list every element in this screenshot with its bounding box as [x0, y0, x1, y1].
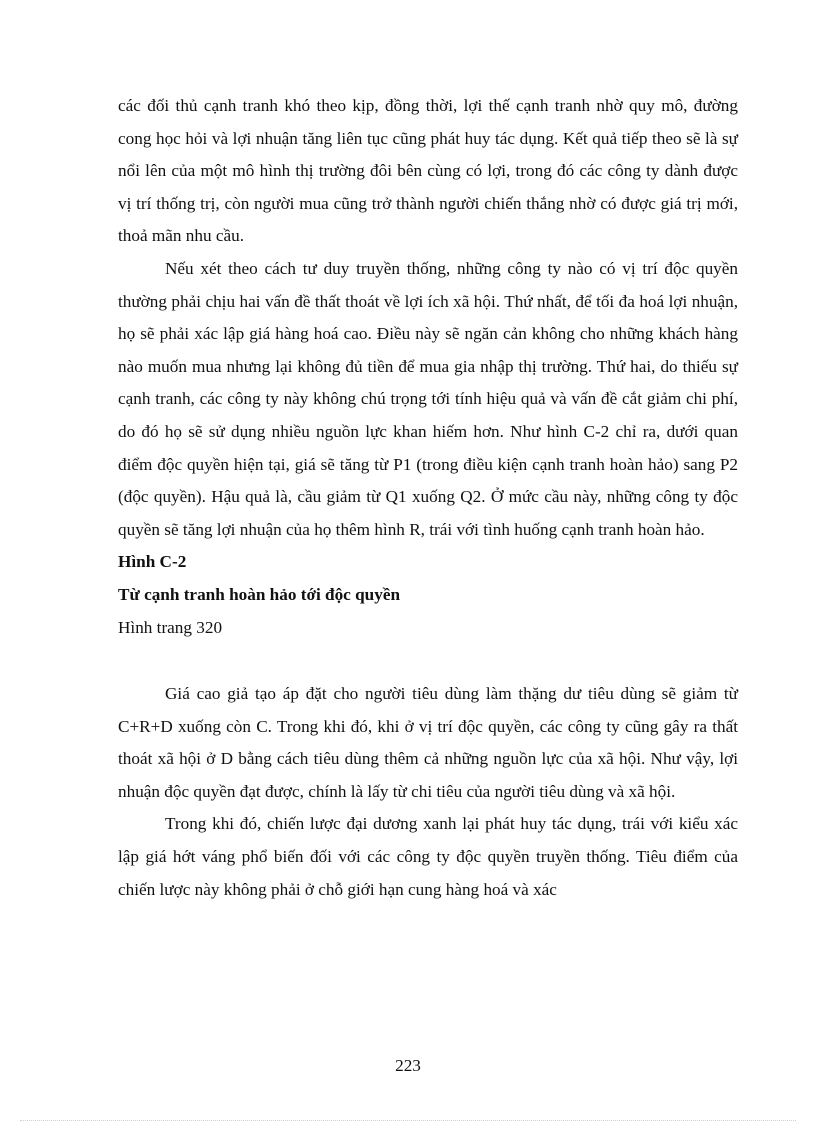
body-text — [118, 90, 738, 906]
figure-label: Hình C-2 — [118, 552, 187, 572]
paragraph-3: Giá cao giả tạo áp đặt cho người tiêu dùng làm thặng dư tiêu dùng sẽ giảm từ C+R+D xuống còn C. Trong khi đó, khi ở vị trí độc quyền, các công ty cũng gây ra thất thoát xã hội ở D bằng cách tiêu dùng thêm cả những nguồn lực của xã hội. Như vậy, lợi nhuận độc quyền đạt được, chính là lấy từ chi tiêu của người tiêu dùng và xã hội. — [118, 684, 738, 801]
figure-placeholder-gap — [118, 644, 738, 678]
footer-divider — [20, 1120, 796, 1121]
figure-title: Từ cạnh tranh hoàn hảo tới độc quyền — [118, 584, 401, 604]
page-number: 223 — [395, 1056, 421, 1075]
paragraph-4: Trong khi đó, chiến lược đại dương xanh lại phát huy tác dụng, trái với kiểu xác lập giá hớt váng phổ biến đối với các công ty độc quyền truyền thống. Tiêu điểm của chiến lược này không phải ở chỗ giới hạn cung hàng hoá và xác — [118, 814, 738, 899]
figure-note: Hình trang 320 — [118, 617, 223, 637]
paragraph-1: các đối thủ cạnh tranh khó theo kịp, đồng thời, lợi thế cạnh tranh nhờ quy mô, đường cong học hỏi và lợi nhuận tăng liên tục cũng phát huy tác dụng. Kết quả tiếp theo sẽ là sự nổi lên của một mô hình thị trường đôi bên cùng có lợi, trong đó các công ty dành được vị trí thống trị, còn người mua cũng trở thành người chiến thắng nhờ có được giá trị mới, thoả mãn nhu cầu. — [118, 96, 738, 246]
paragraph-2: Nếu xét theo cách tư duy truyền thống, những công ty nào có vị trí độc quyền thường phải chịu hai vấn đề thất thoát về lợi ích xã hội. Thứ nhất, để tối đa hoá lợi nhuận, họ sẽ phải xác lập giá hàng hoá cao. Điều này sẽ ngăn cản không cho những khách hàng nào muốn mua nhưng lại không đủ tiền để mua gia nhập thị trường. Thứ hai, do thiếu sự cạnh tranh, các công ty này không chú trọng tới tính hiệu quả và vấn đề cắt giảm chi phí, do đó họ sẽ sử dụng nhiều nguồn lực khan hiếm hơn. Như hình C-2 chỉ ra, dưới quan điểm độc quyền hiện tại, giá sẽ tăng từ P1 (trong điều kiện cạnh tranh hoàn hảo) sang P2 (độc quyền). Hậu quả là, cầu giảm từ Q1 xuống Q2. Ở mức cầu này, những công ty độc quyền sẽ tăng lợi nhuận của họ thêm hình R, trái với tình huống cạnh tranh hoàn hảo. — [118, 258, 738, 539]
